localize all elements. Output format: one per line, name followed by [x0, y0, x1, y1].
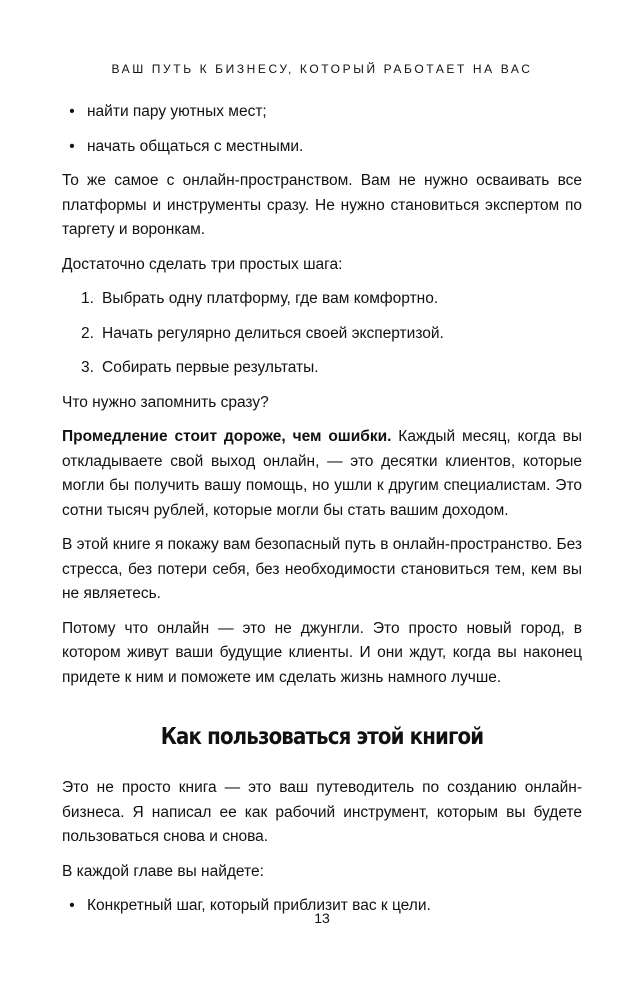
- bullet-icon: •: [69, 103, 75, 120]
- bullet-icon: •: [69, 897, 75, 914]
- step-number: 1.: [81, 290, 94, 307]
- paragraph-each-chapter: В каждой главе вы найдете:: [62, 862, 264, 880]
- list-item: [62, 356, 582, 381]
- bullet-icon: •: [69, 137, 75, 155]
- paragraph-online-space: То же самое с онлайн-пространством. Вам не нужно осваивать все платформы и инструменты сразу. Не нужно становиться экспертом по таргету и воронкам.: [62, 172, 582, 238]
- list-item: [62, 100, 582, 125]
- paragraph-jungle: Потому что онлайн — это не джунгли. Это просто новый город, в котором живут ваши будущие клиенты. И они ждут, когда вы наконец придете к ним и поможете им сделать жизнь намного лучше.: [62, 619, 582, 686]
- paragraph-guide: Это не просто книга — это ваш путеводитель по созданию онлайн-бизнеса. Я написал ее как рабочий инструмент, которым вы будете пользоваться снова и снова.: [62, 779, 582, 845]
- step-number: 3.: [81, 359, 94, 376]
- paragraph-remember: Что нужно запомнить сразу?: [62, 393, 269, 411]
- page-content: [62, 100, 582, 929]
- list-item: [62, 135, 582, 160]
- step-text: Начать регулярно делиться своей экспертизой.: [102, 324, 444, 342]
- bullet-text: найти пару уютных мест;: [87, 103, 267, 120]
- step-text: Собирать первые результаты.: [102, 359, 319, 376]
- paragraph-delay-text: Каждый месяц, когда вы откладываете свой выход онлайн, — это десятки клиентов, которые могли бы получить вашу помощь, но ушли к другим специалистам. Это сотни тысяч рублей, которые могли бы стать вашим доходом.: [62, 428, 582, 519]
- page-number: 13: [314, 910, 330, 926]
- steps-list: [62, 287, 582, 381]
- top-bullet-list: [62, 100, 582, 159]
- step-text: Выбрать одну платформу, где вам комфортно.: [102, 290, 439, 307]
- bullet-text: начать общаться с местными.: [87, 137, 304, 155]
- paragraph-delay-bold: Промедление стоит дороже, чем ошибки.: [62, 428, 392, 445]
- step-number: 2.: [81, 324, 94, 342]
- paragraph-delay: [62, 425, 582, 523]
- section-heading: Как пользоваться этой книгой: [160, 724, 484, 750]
- running-head: ВАШ ПУТЬ К БИЗНЕСУ, КОТОРЫЙ РАБОТАЕТ НА ВАС: [111, 62, 533, 76]
- bullet-text: Конкретный шаг, который приблизит вас к цели.: [87, 897, 431, 914]
- list-item: [62, 322, 582, 347]
- paragraph-three-steps: Достаточно сделать три простых шага:: [62, 255, 343, 273]
- paragraph-safe-path: В этой книге я покажу вам безопасный путь в онлайн-пространство. Без стресса, без потери себя, без необходимости становиться тем, кем вы не являетесь.: [62, 536, 582, 602]
- list-item: [62, 287, 582, 312]
